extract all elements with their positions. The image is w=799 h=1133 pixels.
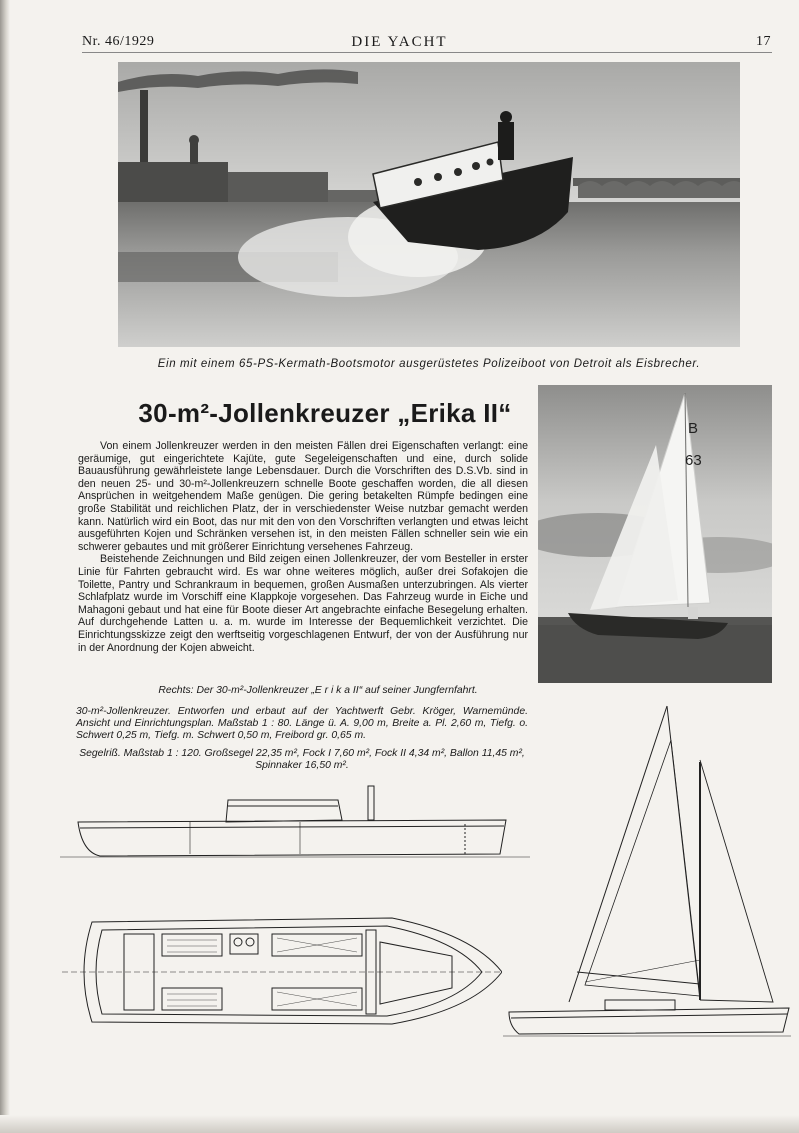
sail-mark: B: [688, 420, 699, 437]
police-boat-photo: [118, 62, 740, 347]
page-bottom-edge: [0, 1115, 799, 1133]
sail-number: 63: [685, 452, 702, 469]
article-paragraph-1: Von einem Jollenkreuzer werden in den meisten Fällen drei Eigenschaften verlangt: eine geräumige, gut eingerichtete Kajüte, gute Segeleigenschaften und eine, durch solide Bauausführung gewährleistete lange Lebensdauer. Durch die Vorschriften des D.S.Vb. sind in den neuen 25- und 30-m²-Jollenkreuzern schnelle Boote geschaffen worden, die all diesen Ansprüchen in weitgehendem Maße genügen. Die gering betakelten Rümpfe bedingen eine große Stabilität und reichlichen Platz, der in verschiedenster Weise nutzbar gemacht werden kann. Natürlich wird ein Boot, das nur mit den von den Vorschriften verlangten und etwas leicht ausgeführten Kojen und Schränken versehen ist, in den meisten Fällen schneller sein wie ein schwerer gebautes und mit größerer Einrichtung versehenes Fahrzeug.: [78, 440, 528, 553]
article-paragraph-2: Beistehende Zeichnungen und Bild zeigen einen Jollenkreuzer, der vom Besteller in erster Linie für Fahrten gebraucht wird. Es war ohne weiteres möglich, außer drei Sofakojen die Toilette, Pantry und Schrankraum in bequemen, großen Ausmaßen unterzubringen. Als vierter Schlafplatz wurde im Vorschiff eine Klappkoje vorgesehen. Das Fahrzeug wurde in Eiche und Mahagoni gebaut und hat eine für Boote dieser Art angebrachte einfache Besegelung erhalten. Auf durchgehende Latten u. a. m. wurde im Interesse der Bequemlichkeit verzichtet. Die Einrichtungsskizze zeigt den werftseitig vorgeschlagenen Entwurf, der von der Ausführung nur in der Anordnung der Kojen abweicht.: [78, 553, 528, 654]
page-number: 17: [756, 34, 771, 49]
accommodation-plan-drawing: [62, 912, 502, 1037]
article-title: 30-m²-Jollenkreuzer „Erika II“: [138, 398, 512, 428]
drawing-caption: 30-m²-Jollenkreuzer. Entworfen und erbaut auf der Yachtwerft Gebr. Kröger, Warnemünde. Ansicht und Einrichtungsplan. Maßstab 1 : 80. Länge ü. A. 9,00 m, Breite a. Pl. 2,60 m, Tiefg. o. Schwert 0,25 m, Tiefg. m. Schwert 0,50 m, Freibord gr. 0,65 m.: [76, 706, 528, 741]
police-boat-caption: Ein mit einem 65-PS-Kermath-Bootsmotor ausgerüstetes Polizeiboot von Detroit als Eisbrecher.: [157, 358, 701, 370]
issue-number: Nr. 46/1929: [82, 34, 155, 49]
header-rule: [82, 52, 772, 53]
page-binding-edge: [0, 0, 10, 1133]
sailboat-photo: [538, 385, 772, 683]
article-body: [78, 440, 528, 654]
sailplan-caption: Segelriß. Maßstab 1 : 120. Großsegel 22,35 m², Fock I 7,60 m², Fock II 4,34 m², Ballon 11,45 m², Spinnaker 16,50 m².: [79, 748, 525, 771]
side-elevation-drawing: [60, 782, 530, 862]
sailboat-photo-caption: Rechts: Der 30-m²-Jollenkreuzer „E r i k a II“ auf seiner Jungfernfahrt.: [158, 685, 478, 696]
magazine-title: DIE YACHT: [351, 34, 448, 50]
sail-plan-drawing: [495, 700, 795, 1040]
